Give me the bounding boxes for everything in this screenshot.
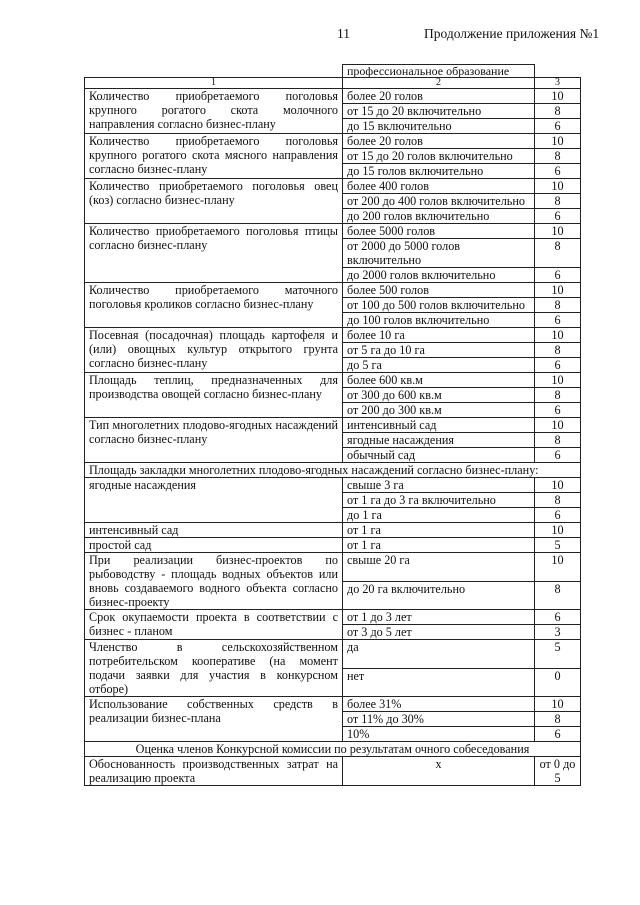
option-cell: от 300 до 600 кв.м [343,388,535,403]
option-cell: до 15 голов включительно [343,164,535,179]
payback-criterion-cell: Срок окупаемости проекта в соответствии с бизнес - планом [85,610,343,640]
option-cell: более 600 кв.м [343,373,535,388]
criterion-cell: Количество приобретаемого поголовья овец (коз) согласно бизнес-плану [85,179,343,224]
score-cell: 6 [535,313,581,328]
option-cell: нет [343,668,535,697]
option-cell: ягодные насаждения [343,433,535,448]
option-cell: от 5 га до 10 га [343,343,535,358]
option-cell: от 2000 до 5000 голов включительно [343,239,535,268]
option-cell: от 200 до 400 голов включительно [343,194,535,209]
option-cell: интенсивный сад [343,418,535,433]
score-cell: 10 [535,553,581,582]
score-cell: 0 [535,668,581,697]
score-cell: 6 [535,727,581,742]
option-cell: до 15 включительно [343,119,535,134]
empty-cell [535,65,581,78]
intensive-garden-cell: интенсивный сад [85,523,343,538]
score-cell: 6 [535,358,581,373]
option-cell: более 20 голов [343,89,535,104]
option-cell: до 20 га включительно [343,581,535,610]
criterion-cell: Количество приобретаемого поголовья крупного рогатого скота мясного направления согласно бизнес-плану [85,134,343,179]
option-cell: более 31% [343,697,535,712]
table-row [85,538,581,553]
score-cell: 10 [535,373,581,388]
table-row [85,523,581,538]
score-cell: 8 [535,239,581,268]
score-cell: 10 [535,89,581,104]
justification-criterion-cell: Обоснованность производственных затрат на реализацию проекта [85,757,343,786]
score-cell: 8 [535,194,581,209]
score-cell: 10 [535,697,581,712]
option-cell: от 200 до 300 кв.м [343,403,535,418]
score-cell: 8 [535,581,581,610]
option-cell: более 5000 голов [343,224,535,239]
option-cell: свыше 20 га [343,553,535,582]
score-cell: 6 [535,164,581,179]
option-cell: от 3 до 5 лет [343,625,535,640]
option-cell: более 10 га [343,328,535,343]
score-cell: 10 [535,478,581,493]
option-cell: более 20 голов [343,134,535,149]
score-cell: 8 [535,149,581,164]
table-row [85,418,581,433]
table-row [85,328,581,343]
table-row [85,373,581,388]
score-cell: 8 [535,433,581,448]
berry-criterion-cell: ягодные насаждения [85,478,343,523]
option-cell: свыше 3 га [343,478,535,493]
score-cell: 8 [535,712,581,727]
col-number-2: 2 [343,78,535,89]
table-row [85,610,581,625]
option-cell: от 1 га [343,523,535,538]
score-cell: 10 [535,418,581,433]
table-row [85,179,581,194]
table-row [85,134,581,149]
score-cell: 8 [535,343,581,358]
page-number: 11 [337,26,350,41]
score-cell: 8 [535,298,581,313]
option-cell: до 2000 голов включительно [343,268,535,283]
score-cell: 10 [535,283,581,298]
score-cell: 10 [535,224,581,239]
continuation-label: Продолжение приложения №1 [424,26,600,41]
score-cell: 6 [535,268,581,283]
option-cell: обычный сад [343,448,535,463]
score-cell: 3 [535,625,581,640]
option-cell: 10% [343,727,535,742]
option-cell: более 400 голов [343,179,535,194]
score-cell: 6 [535,610,581,625]
score-cell: 10 [535,179,581,194]
cooperative-criterion-cell: Членство в сельскохозяйственном потребительском кооперативе (на момент подачи заявки для участия в конкурсном отборе) [85,640,343,697]
score-cell: 8 [535,104,581,119]
option-cell: да [343,640,535,669]
score-cell: 8 [535,493,581,508]
score-cell: 6 [535,508,581,523]
option-cell: от 1 до 3 лет [343,610,535,625]
table-row [85,697,581,712]
option-cell: до 200 голов включительно [343,209,535,224]
criterion-cell: Количество приобретаемого поголовья крупного рогатого скота молочного направления согласно бизнес-плану [85,89,343,134]
option-cell: от 15 до 20 включительно [343,104,535,119]
empty-cell [85,65,343,78]
score-cell: 5 [535,538,581,553]
score-cell: 5 [535,640,581,669]
criterion-cell: Площадь теплиц, предназначенных для производства овощей согласно бизнес-плану [85,373,343,418]
table-row [85,89,581,104]
commission-heading: Оценка членов Конкурсной комиссии по результатам очного собеседования [85,742,581,757]
option-cell: от 100 до 500 голов включительно [343,298,535,313]
criterion-cell: Посевная (посадочная) площадь картофеля и (или) овощных культур открытого грунта согласно бизнес-плану [85,328,343,373]
table-row [85,742,581,757]
score-cell: 6 [535,448,581,463]
score-cell: 6 [535,119,581,134]
option-cell: от 1 га [343,538,535,553]
option-cell: до 100 голов включительно [343,313,535,328]
option-cell: x [343,757,535,786]
orchard-area-heading: Площадь закладки многолетних плодово-ягодных насаждений согласно бизнес-плану: [85,463,581,478]
table-row [85,478,581,493]
option-cell: до 1 га [343,508,535,523]
page-header [0,26,640,44]
score-cell: 8 [535,388,581,403]
option-cell: до 5 га [343,358,535,373]
table-row [85,553,581,582]
top-fragment-cell: профессиональное образование [343,65,535,78]
option-cell: от 1 га до 3 га включительно [343,493,535,508]
score-cell: 6 [535,403,581,418]
score-cell: 6 [535,209,581,224]
score-cell: 10 [535,523,581,538]
criterion-cell: Количество приобретаемого поголовья птицы согласно бизнес-плану [85,224,343,283]
own-funds-criterion-cell: Использование собственных средств в реализации бизнес-плана [85,697,343,742]
score-cell: от 0 до 5 [535,757,581,786]
score-cell: 10 [535,328,581,343]
table-row [85,224,581,239]
table-row [85,640,581,669]
option-cell: от 11% до 30% [343,712,535,727]
score-cell: 10 [535,134,581,149]
table-row [85,283,581,298]
col-number-1: 1 [85,78,343,89]
option-cell: более 500 голов [343,283,535,298]
table-row [85,463,581,478]
simple-garden-cell: простой сад [85,538,343,553]
option-cell: от 15 до 20 голов включительно [343,149,535,164]
col-number-3: 3 [535,78,581,89]
criterion-cell: Количество приобретаемого маточного поголовья кроликов согласно бизнес-плану [85,283,343,328]
criterion-cell: Тип многолетних плодово-ягодных насаждений согласно бизнес-плану [85,418,343,463]
table-row [85,757,581,786]
criteria-table [84,64,581,786]
fish-farming-criterion-cell: При реализации бизнес-проектов по рыбоводству - площадь водных объектов или вновь создаваемого водного объекта согласно бизнес-проекту [85,553,343,610]
